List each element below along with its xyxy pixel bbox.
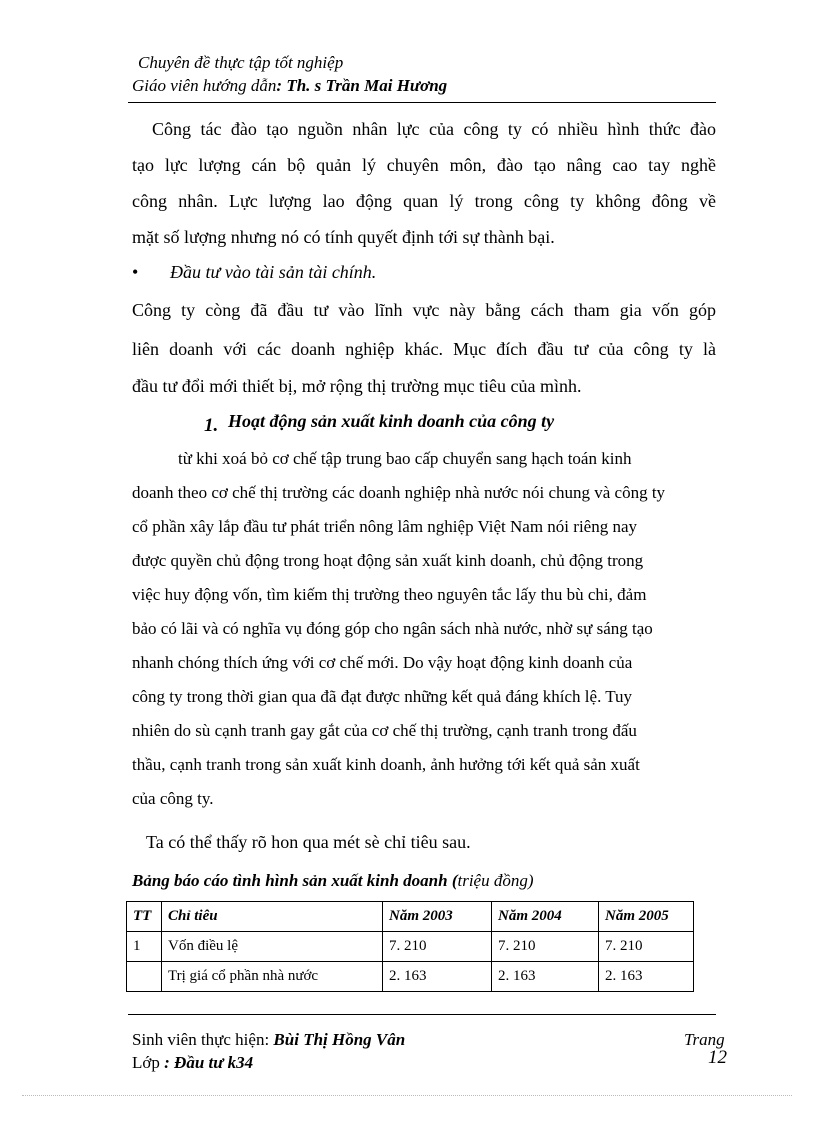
table-row [127, 962, 694, 992]
paragraph-line: cổ phần xây lắp đầu tư phát triển nông lâm nghiệp Việt Nam nói riêng nay [132, 517, 638, 536]
paragraph-line: của công ty. [132, 789, 214, 808]
header-cell: Năm 2004 [492, 902, 599, 932]
page-edge-divider [22, 1095, 792, 1096]
table-cell: 2. 163 [599, 962, 694, 992]
footer-rule [128, 1014, 716, 1015]
page-label: Trang [684, 1030, 725, 1049]
table-cell: 1 [127, 932, 162, 962]
paragraph-line: từ khi xoá bỏ cơ chế tập trung bao cấp chuyển sang hạch toán kinh [178, 449, 632, 468]
paragraph-line: nhiên do sù cạnh tranh gay gắt của cơ chế thị trường, cạnh tranh trong đấu [132, 721, 637, 740]
footer-class [132, 1053, 253, 1073]
footer-student [132, 1030, 405, 1050]
paragraph-line: công nhân. Lực lượng lao động quan lý trong công ty không đông về [132, 191, 716, 211]
paragraph-line: Công ty còng đã đầu tư vào lĩnh vực này bằng cách tham gia vốn góp [132, 300, 716, 320]
section-number: 1. [204, 415, 219, 436]
class-label: Lớp [132, 1053, 165, 1072]
header-title: Chuyên đề thực tập tốt nghiệp [138, 53, 344, 72]
page-number: 12 [708, 1047, 727, 1068]
bullet-symbol: • [132, 262, 139, 282]
paragraph-line: thầu, cạnh tranh trong sản xuất kinh doanh, ảnh hưởng tới kết quả sản xuất [132, 755, 640, 774]
table-row [127, 932, 694, 962]
paragraph-line: tạo lực lượng cán bộ quản lý chuyên môn, đào tạo nâng cao tay nghề [132, 155, 716, 175]
advisor-name: : Th. s Trần Mai Hương [276, 76, 448, 95]
table-cell: 7. 210 [599, 932, 694, 962]
student-name: Bùi Thị Hồng Vân [273, 1030, 406, 1049]
paragraph-line: việc huy động vốn, tìm kiếm thị trường theo nguyên tắc lấy thu bù chi, đảm [132, 585, 647, 604]
table-caption [132, 871, 534, 891]
paragraph-line: được quyền chủ động trong hoạt động sản xuất kinh doanh, chủ động trong [132, 551, 644, 570]
table-cell: 2. 163 [492, 962, 599, 992]
table-cell [127, 962, 162, 992]
paragraph-line: doanh theo cơ chế thị trường các doanh nghiệp nhà nước nói chung và công ty [132, 483, 666, 502]
header-cell: TT [127, 902, 162, 932]
paragraph-line: nhanh chóng thích ứng với cơ chế mới. Do vậy hoạt động kinh doanh của [132, 653, 633, 672]
header-cell: Năm 2005 [599, 902, 694, 932]
table-cell: 7. 210 [492, 932, 599, 962]
header-cell: Chỉ tiêu [162, 902, 383, 932]
paragraph-line: liên doanh với các doanh nghiệp khác. Mục đích đầu tư của công ty là [132, 339, 716, 359]
table-caption-unit: triệu đồng) [457, 871, 534, 890]
table-caption-title: Bảng báo cáo tình hình sản xuất kinh doanh ( [132, 871, 458, 890]
header-rule [128, 102, 716, 103]
header-advisor [132, 76, 447, 96]
table-header-row [127, 902, 694, 932]
table-intro: Ta có thể thấy rõ hon qua mét sè chỉ tiêu sau. [146, 832, 471, 852]
paragraph-line: mặt số lượng nhưng nó có tính quyết định tới sự thành bại. [132, 227, 555, 247]
production-report-table [126, 901, 694, 992]
table-cell: 2. 163 [383, 962, 492, 992]
paragraph-line: bảo có lãi và có nghĩa vụ đóng góp cho ngân sách nhà nước, nhờ sự sáng tạo [132, 619, 653, 638]
paragraph-line: Công tác đào tạo nguồn nhân lực của công ty có nhiều hình thức đào [152, 119, 716, 139]
paragraph-line: công ty trong thời gian qua đã đạt được những kết quả đáng khích lệ. Tuy [132, 687, 633, 706]
bullet-text: Đầu tư vào tài sản tài chính. [170, 262, 377, 282]
section-title: Hoạt động sản xuất kinh doanh của công ty [228, 411, 555, 431]
paragraph-line: đầu tư đổi mới thiết bị, mở rộng thị trường mục tiêu của mình. [132, 376, 582, 396]
table-cell: Vốn điều lệ [162, 932, 383, 962]
class-value: : Đầu tư k34 [164, 1053, 254, 1072]
advisor-label: Giáo viên hướng dẫn [132, 76, 277, 95]
table-cell: Trị giá cổ phần nhà nước [162, 962, 383, 992]
table-cell: 7. 210 [383, 932, 492, 962]
student-label: Sinh viên thực hiện: [132, 1030, 274, 1049]
header-cell: Năm 2003 [383, 902, 492, 932]
